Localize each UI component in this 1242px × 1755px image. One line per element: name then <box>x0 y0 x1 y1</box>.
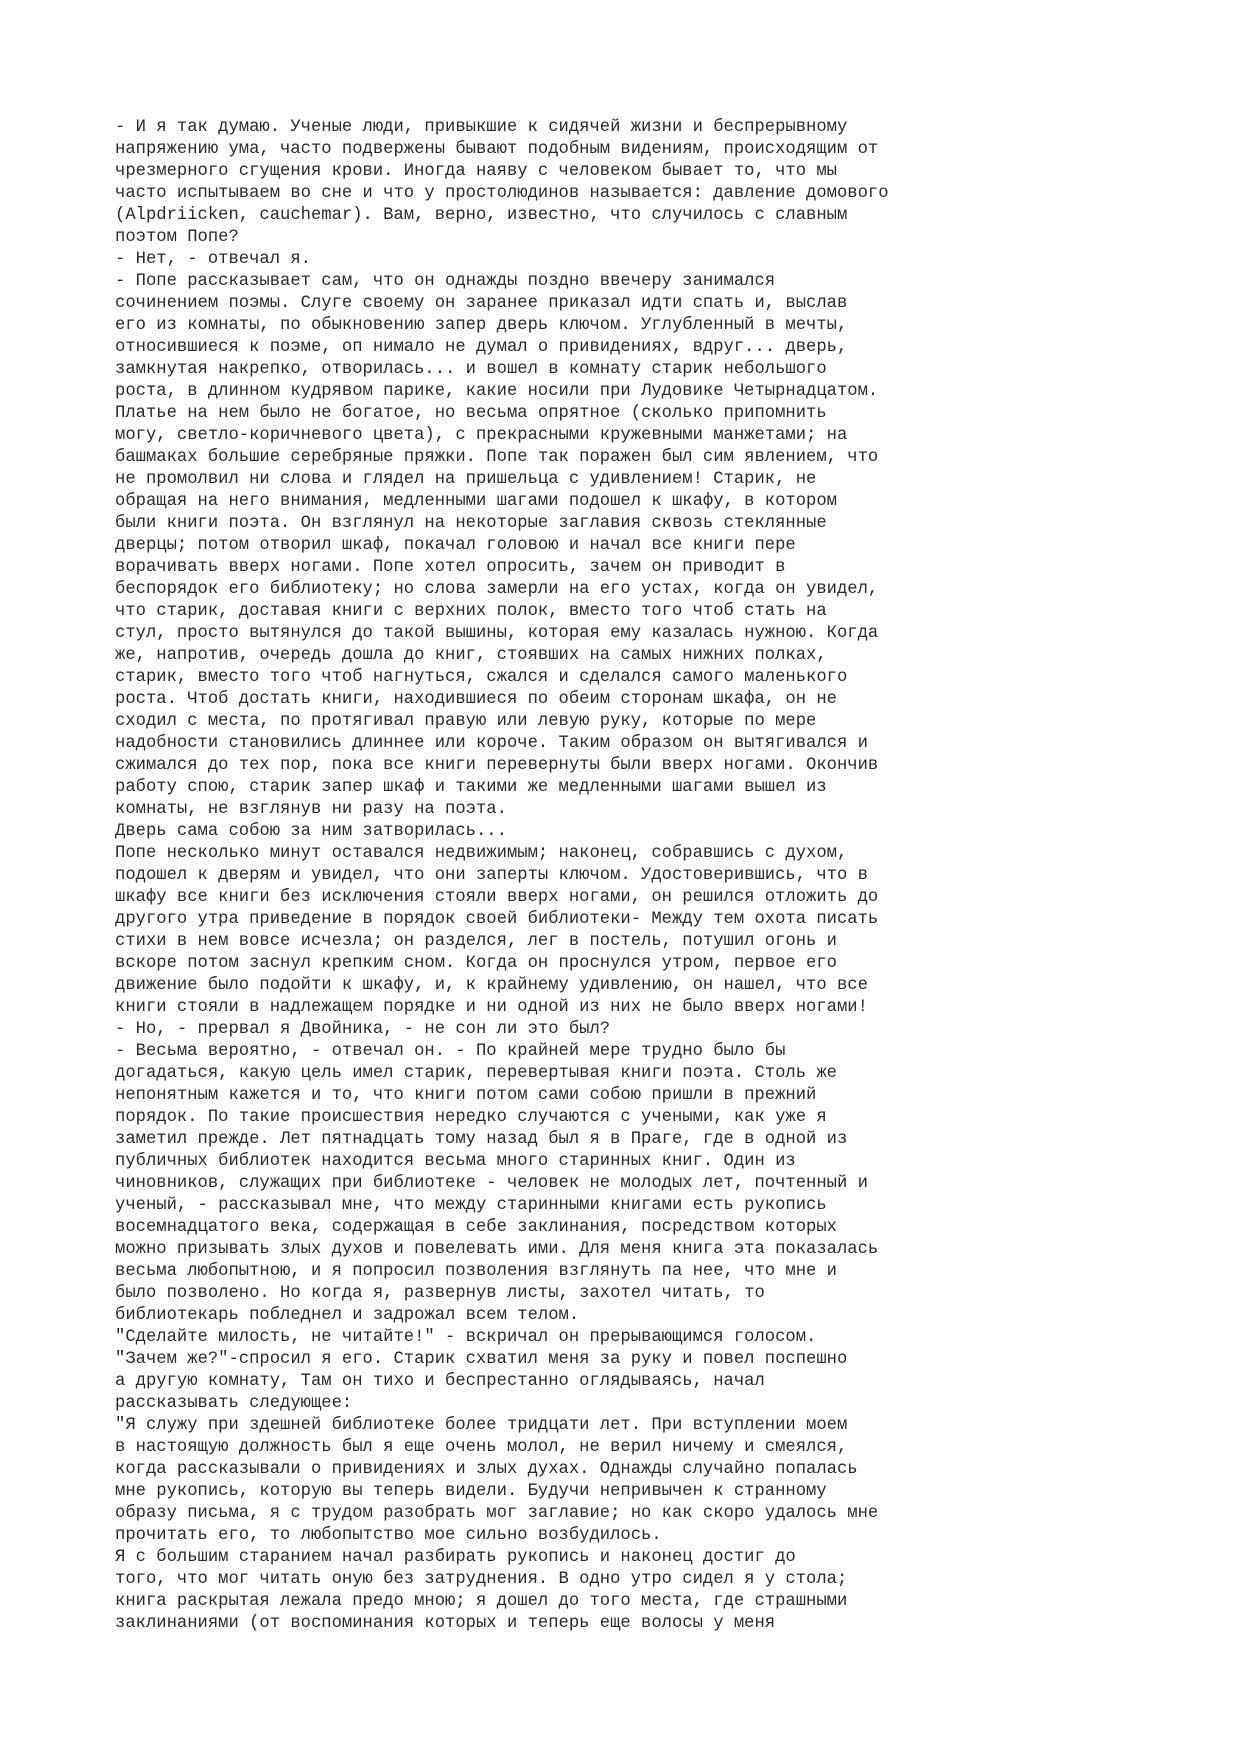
text-line: Дверь сама собою за ним затворилась... <box>115 822 507 841</box>
text-line: порядок. По такие происшествия нередко случаются с учеными, как уже я <box>115 1108 827 1127</box>
text-line: же, напротив, очередь дошла до книг, стоявших на самых нижних полках, <box>115 646 827 665</box>
text-line: беспорядок его библиотеку; но слова замерли на его устах, когда он увидел, <box>115 580 879 599</box>
text-line: другого утра приведение в порядок своей библиотеки- Между тем охота писать <box>115 910 879 929</box>
text-line: надобности становились длиннее или короче. Таким образом он вытягивался и <box>115 734 868 753</box>
text-line: рассказывать следующее: <box>115 1394 353 1413</box>
text-line: библиотекарь побледнел и задрожал всем телом. <box>115 1306 580 1325</box>
text-line: дверцы; потом отворил шкаф, покачал головою и начал все книги пере <box>115 536 796 555</box>
text-line: - Весьма вероятно, - отвечал он. - По крайней мере трудно было бы <box>115 1042 786 1061</box>
text-line: работу спою, старик запер шкаф и такими же медленными шагами вышел из <box>115 778 827 797</box>
text-line: заметил прежде. Лет пятнадцать тому назад был я в Праге, где в одной из <box>115 1130 848 1149</box>
text-line: весьма любопытною, и я попросил позволения взглянуть па нее, что мне и <box>115 1262 837 1281</box>
text-line: "Зачем же?"-спросил я его. Старик схватил меня за руку и повел поспешно <box>115 1350 848 1369</box>
text-line: когда рассказывали о привидениях и злых духах. Однажды случайно попалась <box>115 1460 858 1479</box>
text-line: роста. Чтоб достать книги, находившиеся по обеим сторонам шкафа, он не <box>115 690 837 709</box>
text-line: - Попе рассказывает сам, что он однажды поздно ввечеру занимался <box>115 272 776 291</box>
text-line: сходил с места, по протягивал правую или левую руку, которые по мере <box>115 712 817 731</box>
text-line: "Я служу при здешней библиотеке более тридцати лет. При вступлении моем <box>115 1416 848 1435</box>
text-line: роста, в длинном кудрявом парике, какие носили при Лудовике Четырнадцатом. <box>115 382 879 401</box>
text-line: догадаться, какую цель имел старик, перевертывая книги поэта. Столь же <box>115 1064 837 1083</box>
text-line: часто испытываем во сне и что у простолюдинов называется: давление домового <box>115 184 889 203</box>
text-line: ворачивать вверх ногами. Попе хотел опросить, зачем он приводит в <box>115 558 786 577</box>
text-line: могу, светло-коричневого цвета), с прекрасными кружевными манжетами; на <box>115 426 848 445</box>
text-line: стул, просто вытянулся до такой вышины, которая ему казалась нужною. Когда <box>115 624 879 643</box>
text-line: шкафу все книги без исключения стояли вверх ногами, он решился отложить до <box>115 888 879 907</box>
text-line: "Сделайте милость, не читайте!" - вскричал он прерывающимся голосом. <box>115 1328 817 1347</box>
text-line: сочинением поэмы. Слуге своему он заранее приказал идти спать и, выслав <box>115 294 848 313</box>
text-line: непонятным кажется и то, что книги потом сами собою пришли в прежний <box>115 1086 817 1105</box>
text-line: публичных библиотек находится весьма много старинных книг. Один из <box>115 1152 796 1171</box>
text-line: что старик, доставая книги с верхних полок, вместо того чтоб стать на <box>115 602 827 621</box>
text-line: чиновников, служащих при библиотеке - человек не молодых лет, почтенный и <box>115 1174 868 1193</box>
text-line: книга раскрытая лежала предо мною; я дошел до того места, где страшными <box>115 1592 848 1611</box>
text-line: прочитать его, то любопытство мое сильно возбудилось. <box>115 1526 662 1545</box>
text-line: - Нет, - отвечал я. <box>115 250 311 269</box>
text-line: ученый, - рассказывал мне, что между старинными книгами есть рукопись <box>115 1196 827 1215</box>
text-line: напряжению ума, часто подвержены бывают подобным видениям, происходящим от <box>115 140 879 159</box>
text-line: восемнадцатого века, содержащая в себе заклинания, посредством которых <box>115 1218 837 1237</box>
text-line: Я с большим старанием начал разбирать рукопись и наконец достиг до <box>115 1548 796 1567</box>
text-line: были книги поэта. Он взглянул на некоторые заглавия сквозь стеклянные <box>115 514 827 533</box>
text-line: обращая на него внимания, медленными шагами подошел к шкафу, в котором <box>115 492 837 511</box>
text-line: поэтом Попе? <box>115 228 239 247</box>
text-line: Платье на нем было не богатое, но весьма опрятное (сколько припомнить <box>115 404 827 423</box>
text-line: подошел к дверям и увидел, что они заперты ключом. Удостоверившись, что в <box>115 866 868 885</box>
text-line: можно призывать злых духов и повелевать ими. Для меня книга эта показалась <box>115 1240 879 1259</box>
text-line: - Но, - прервал я Двойника, - не сон ли это был? <box>115 1020 611 1039</box>
text-line: вскоре потом заснул крепким сном. Когда он проснулся утром, первое его <box>115 954 837 973</box>
text-line: книги стояли в надлежащем порядке и ни одной из них не было вверх ногами! <box>115 998 868 1017</box>
text-line: башмаках большие серебряные пряжки. Попе так поражен был сим явлением, что <box>115 448 879 467</box>
text-line: стихи в нем вовсе исчезла; он разделся, лег в постель, потушил огонь и <box>115 932 837 951</box>
text-line: образу письма, я с трудом разобрать мог заглавие; но как скоро удалось мне <box>115 1504 879 1523</box>
document-page <box>115 117 1135 1635</box>
text-line: относившиеся к поэме, оп нимало не думал о привидениях, вдруг... дверь, <box>115 338 848 357</box>
text-line: не промолвил ни слова и глядел на пришельца с удивлением! Старик, не <box>115 470 817 489</box>
text-line: мне рукопись, которую вы теперь видели. Будучи непривычен к странному <box>115 1482 827 1501</box>
text-line: Попе несколько минут оставался недвижимым; наконец, собравшись с духом, <box>115 844 848 863</box>
text-line: - И я так думаю. Ученые люди, привыкшие к сидячей жизни и беспрерывному <box>115 118 848 137</box>
text-line: замкнутая накрепко, отворилась... и вошел в комнату старик небольшого <box>115 360 827 379</box>
text-line: его из комнаты, по обыкновению запер дверь ключом. Углубленный в мечты, <box>115 316 848 335</box>
text-line: движение было подойти к шкафу, и, к крайнему удивлению, он нашел, что все <box>115 976 868 995</box>
text-line: в настоящую должность был я еще очень молол, не верил ничему и смеялся, <box>115 1438 848 1457</box>
text-line: заклинаниями (от воспоминания которых и теперь еще волосы у меня <box>115 1614 776 1633</box>
text-line: а другую комнату, Там он тихо и беспрестанно оглядываясь, начал <box>115 1372 765 1391</box>
text-line: было позволено. Но когда я, развернув листы, захотел читать, то <box>115 1284 765 1303</box>
text-line: чрезмерного сгущения крови. Иногда наяву с человеком бывает то, что мы <box>115 162 837 181</box>
text-line: сжимался до тех пор, пока все книги перевернуты были вверх ногами. Окончив <box>115 756 879 775</box>
text-line: комнаты, не взглянув ни разу на поэта. <box>115 800 507 819</box>
text-line: того, что мог читать оную без затруднения. В одно утро сидел я у стола; <box>115 1570 848 1589</box>
text-line: старик, вместо того чтоб нагнуться, сжался и сделался самого маленького <box>115 668 848 687</box>
text-line: (Alpdriicken, cauchemar). Вам, верно, известно, что случилось с славным <box>115 206 848 225</box>
